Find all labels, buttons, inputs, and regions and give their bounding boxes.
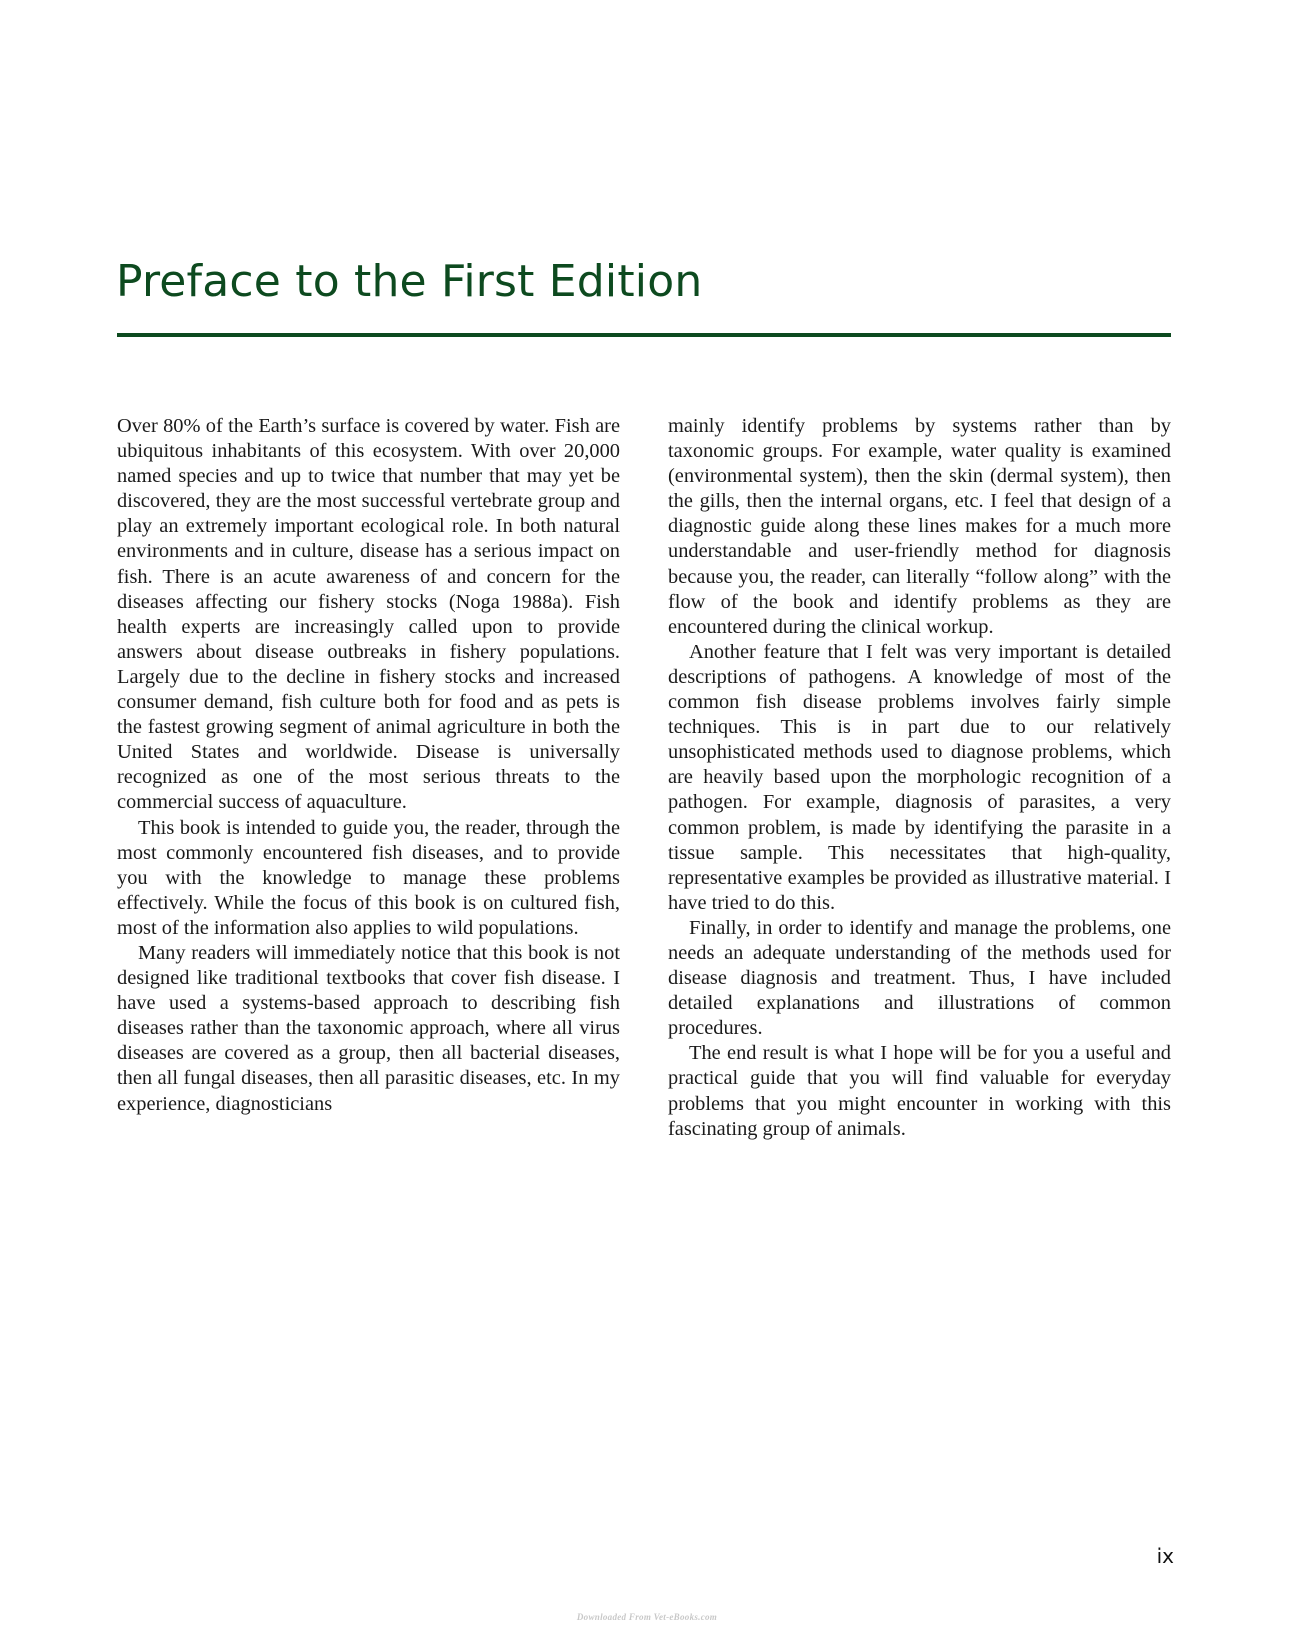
right-paragraph-4: The end result is what I hope will be for you a useful and practical guide that you will find valuable for everyday problems that you might encounter in working with this fascinating group of animals. (668, 1042, 1171, 1140)
left-paragraph-3: Many readers will immediately notice that this book is not designed like traditional textbooks that cover fish disease. I have used a systems-based approach to describing fish diseases rather than the taxonomic approach, where all virus diseases are covered as a group, then all bacterial diseases, then all fungal diseases, then all parasitic diseases, etc. In my experience, diagnosticians (117, 941, 620, 1115)
title-rule (117, 333, 1171, 337)
page-title: Preface to the First Edition (116, 256, 703, 307)
left-paragraph-1: Over 80% of the Earth’s surface is covered by water. Fish are ubiquitous inhabitants of this ecosystem. With over 20,000 named species and up to twice that number that may yet be discovered, they are the most successful vertebrate group and play an extremely important ecological role. In both natural environments and in culture, disease has a serious impact on fish. There is an acute awareness of and concern for the diseases affecting our fishery stocks (Noga 1988a). Fish health experts are increasingly called upon to provide answers about disease outbreaks in fishery populations. Largely due to the decline in fishery stocks and increased consumer demand, fish culture both for food and as pets is the fastest growing segment of animal agriculture in both the United States and worldwide. Disease is universally recognized as one of the most serious threats to the commercial success of aquaculture. (117, 415, 620, 814)
right-paragraph-1: mainly identify problems by systems rather than by taxonomic groups. For example, water quality is examined (environmental system), then the skin (dermal system), then the gills, then the internal organs, etc. I feel that design of a diagnostic guide along these lines makes for a much more understandable and user-friendly method for diagnosis because you, the reader, can literally “follow along” with the flow of the book and identify problems as they are encountered during the clinical workup. (668, 415, 1171, 638)
right-paragraph-2: Another feature that I felt was very important is detailed descriptions of pathogens. A knowledge of most of the common fish disease problems involves fairly simple techniques. This is in part due to our relatively unsophisticated methods used to diagnose problems, which are heavily based upon the morphologic recognition of a pathogen. For example, diagnosis of parasites, a very common problem, is made by identifying the parasite in a tissue sample. This necessitates that high-quality, representative examples be provided as illustrative material. I have tried to do this. (668, 640, 1171, 914)
page-number: ix (1156, 1544, 1174, 1568)
left-paragraph-2: This book is intended to guide you, the reader, through the most commonly encountered fish diseases, and to provide you with the knowledge to manage these problems effectively. While the focus of this book is on cultured fish, most of the information also applies to wild populations. (117, 816, 620, 939)
left-column (117, 414, 620, 1117)
right-paragraph-3: Finally, in order to identify and manage the problems, one needs an adequate understanding of the methods used for disease diagnosis and treatment. Thus, I have included detailed explanations and illustrations of common procedures. (668, 916, 1171, 1040)
footer-watermark: Downloaded From Vet-eBooks.com (576, 1612, 718, 1622)
right-column (668, 414, 1171, 1142)
